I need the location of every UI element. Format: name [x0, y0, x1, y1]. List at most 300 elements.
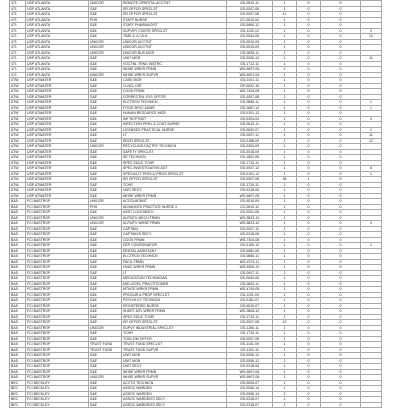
fund-type-cell: S&E: [89, 397, 122, 403]
position-title-cell: SE TECHNCN: [122, 155, 227, 161]
count-cell: 1: [273, 347, 297, 353]
count2-cell: 0: [297, 276, 321, 282]
fund-type-cell: S&E: [89, 23, 122, 29]
fund-type-cell: S&E: [89, 276, 122, 282]
count2-cell: 0: [297, 28, 321, 34]
count-cell: 1: [273, 72, 297, 78]
facility-name-cell: USP ATLANTA: [26, 39, 89, 45]
position-title-cell: ASSOC WARDEN: [122, 391, 227, 397]
count-cell: 1: [273, 34, 297, 40]
grade-cell: GS-1802-08: [227, 155, 273, 161]
count2-cell: 0: [297, 182, 321, 188]
count-cell: 1: [273, 100, 297, 106]
position-title-cell: AUTMTV MECH FRMN: [122, 215, 227, 221]
facility-name-cell: FCI BASTROP: [26, 237, 89, 243]
fund-type-cell: S&E: [89, 83, 122, 89]
count3-cell: 0: [321, 105, 361, 111]
position-title-cell: UNIT MGR: [122, 56, 227, 62]
fund-type-cell: S&E: [89, 56, 122, 62]
count3-cell: 0: [321, 34, 361, 40]
position-title-cell: WHSE WRKR SUPVR: [122, 72, 227, 78]
position-title-cell: CASE MGR: [122, 78, 227, 84]
count3-cell: 0: [321, 353, 361, 359]
fund-type-cell: S&E: [89, 287, 122, 293]
fund-type-cell: S&E: [89, 171, 122, 177]
count3-cell: 0: [321, 28, 361, 34]
fund-type-cell: S&E: [89, 155, 122, 161]
grade-cell: GS-0180-12: [227, 243, 273, 249]
count-cell: 1: [273, 380, 297, 386]
facility-code-cell: 471: [10, 23, 26, 29]
facility-name-cell: USP ATLANTA: [26, 23, 89, 29]
grade-cell: GS-1710-11: [227, 160, 273, 166]
count4-cell: 12: [361, 138, 382, 144]
grade-cell: GS-0006-12: [227, 353, 273, 359]
count3-cell: 0: [321, 237, 361, 243]
facility-name-cell: USP ATWATER: [26, 105, 89, 111]
count3-cell: 0: [321, 144, 361, 150]
count2-cell: 0: [297, 226, 321, 232]
fund-type-cell: S&E: [89, 254, 122, 260]
facility-code-cell: 471: [10, 39, 26, 45]
facility-name-cell: USP ATWATER: [26, 155, 89, 161]
count-cell: 1: [273, 133, 297, 139]
count2-cell: 0: [297, 265, 321, 271]
count3-cell: 0: [321, 336, 361, 342]
grade-cell: GS-0101-11: [227, 78, 273, 84]
count2-cell: 0: [297, 105, 321, 111]
count-cell: 1: [273, 254, 297, 260]
fund-type-cell: S&E: [89, 402, 122, 408]
position-title-cell: RECR SPECLST: [122, 138, 227, 144]
facility-code-cell: ATW: [10, 116, 26, 122]
facility-name-cell: FCI BASTROP: [26, 226, 89, 232]
facility-name-cell: FCI BASTROP: [26, 298, 89, 304]
facility-code-cell: ATW: [10, 193, 26, 199]
fund-type-cell: S&E: [89, 259, 122, 265]
count2-cell: 0: [297, 237, 321, 243]
count3-cell: 0: [321, 221, 361, 227]
count3-cell: 0: [321, 182, 361, 188]
facility-code-cell: BAS: [10, 298, 26, 304]
fund-type-cell: S&E: [89, 28, 122, 34]
count4-cell: 12: [361, 34, 382, 40]
fund-type-cell: TRUST FUND: [89, 342, 122, 348]
fund-type-cell: UNICOR: [89, 215, 122, 221]
count3-cell: 0: [321, 160, 361, 166]
facility-name-cell: USP ATWATER: [26, 94, 89, 100]
position-title-cell: STAFF PHARMACIST: [122, 23, 227, 29]
count3-cell: 0: [321, 314, 361, 320]
position-title-cell: AUTMTV WHSE FRMN: [122, 221, 227, 227]
vacancy-table: [9, 0, 382, 408]
facility-code-cell: BAS: [10, 314, 26, 320]
facility-code-cell: BAS: [10, 309, 26, 315]
facility-code-cell: BAS: [10, 353, 26, 359]
position-title-cell: ASSOC WARDEN: [122, 386, 227, 392]
facility-code-cell: BAS: [10, 270, 26, 276]
fund-type-cell: S&E: [89, 122, 122, 128]
position-title-cell: ASST LOCKSMITH: [122, 210, 227, 216]
count3-cell: 0: [321, 215, 361, 221]
fund-type-cell: UNICOR: [89, 221, 122, 227]
count3-cell: 0: [321, 17, 361, 23]
facility-code-cell: 471: [10, 12, 26, 18]
facility-code-cell: 471: [10, 67, 26, 73]
count-cell: 1: [273, 6, 297, 12]
facility-name-cell: FCI BASTROP: [26, 215, 89, 221]
facility-name-cell: FCI BASTROP: [26, 309, 89, 315]
grade-cell: WS-5306-10: [227, 265, 273, 271]
facility-code-cell: ATW: [10, 177, 26, 183]
fund-type-cell: S&E: [89, 292, 122, 298]
grade-cell: GS-0007-11: [227, 270, 273, 276]
facility-code-cell: BAS: [10, 226, 26, 232]
count2-cell: 0: [297, 391, 321, 397]
position-title-cell: CORRECTNL SYS OFFCR: [122, 94, 227, 100]
count2-cell: 0: [297, 56, 321, 62]
count-cell: 1: [273, 56, 297, 62]
facility-code-cell: ATW: [10, 89, 26, 95]
count3-cell: 0: [321, 61, 361, 67]
count-cell: 1: [273, 23, 297, 29]
facility-name-cell: USP ATWATER: [26, 122, 89, 128]
count4-cell: 11: [361, 133, 382, 139]
count3-cell: 0: [321, 265, 361, 271]
count2-cell: 0: [297, 188, 321, 194]
count2-cell: 0: [297, 155, 321, 161]
count2-cell: 0: [297, 171, 321, 177]
spreadsheet-page: [9, 0, 391, 407]
grade-cell: GS-0303-09: [227, 144, 273, 150]
grade-cell: WS-6907-06: [227, 375, 273, 381]
grade-cell: GS-0001-08: [227, 210, 273, 216]
position-title-cell: SPEC INVESTIGATIVE AGT: [122, 166, 227, 172]
count-cell: 1: [273, 1, 297, 7]
position-title-cell: SR OFFCR SPECLST: [122, 12, 227, 18]
count2-cell: 0: [297, 17, 321, 23]
count2-cell: 0: [297, 325, 321, 331]
facility-name-cell: FCI BASTROP: [26, 254, 89, 260]
grade-cell: GS-0660-12: [227, 23, 273, 29]
facility-name-cell: FCI BASTROP: [26, 375, 89, 381]
count4-cell: 1: [361, 171, 382, 177]
facility-code-cell: ATW: [10, 166, 26, 172]
facility-code-cell: ATW: [10, 94, 26, 100]
count3-cell: 0: [321, 138, 361, 144]
position-title-cell: TCHR: [122, 182, 227, 188]
facility-code-cell: BAS: [10, 210, 26, 216]
position-title-cell: UNIT MGR: [122, 353, 227, 359]
fund-type-cell: UNICOR: [89, 72, 122, 78]
count3-cell: 0: [321, 89, 361, 95]
grade-cell: CC-0610-11: [227, 204, 273, 210]
facility-code-cell: BAS: [10, 248, 26, 254]
facility-code-cell: BEC: [10, 386, 26, 392]
count3-cell: 0: [321, 199, 361, 205]
count2-cell: 0: [297, 138, 321, 144]
facility-name-cell: FCI BASTROP: [26, 369, 89, 375]
fund-type-cell: S&E: [89, 369, 122, 375]
grade-cell: WS-5823-10: [227, 221, 273, 227]
facility-code-cell: BEC: [10, 391, 26, 397]
count-cell: 1: [273, 259, 297, 265]
count-cell: 1: [273, 314, 297, 320]
count-cell: 1: [273, 149, 297, 155]
facility-code-cell: BAS: [10, 369, 26, 375]
count3-cell: 0: [321, 6, 361, 12]
count2-cell: 0: [297, 221, 321, 227]
count3-cell: 0: [321, 83, 361, 89]
count3-cell: 0: [321, 210, 361, 216]
fund-type-cell: S&E: [89, 67, 122, 73]
count-cell: 1: [273, 237, 297, 243]
facility-code-cell: BAS: [10, 325, 26, 331]
facility-name-cell: FCI BASTROP: [26, 358, 89, 364]
fund-type-cell: S&E: [89, 380, 122, 386]
count3-cell: 0: [321, 39, 361, 45]
grade-cell: GS-0007-08: [227, 336, 273, 342]
grade-cell: GS-0006-14: [227, 386, 273, 392]
grade-cell: GS-0318-07: [227, 402, 273, 408]
count3-cell: 0: [321, 12, 361, 18]
count2-cell: 0: [297, 100, 321, 106]
count-cell: 1: [273, 39, 297, 45]
count2-cell: 0: [297, 6, 321, 12]
position-title-cell: UNICOR ACCTNT: [122, 45, 227, 51]
grade-cell: GS-1667-12: [227, 105, 273, 111]
fund-type-cell: S&E: [89, 94, 122, 100]
grade-cell: GS-0856-11: [227, 100, 273, 106]
facility-name-cell: USP ATWATER: [26, 116, 89, 122]
count2-cell: 0: [297, 303, 321, 309]
grade-cell: GS-0318-06: [227, 364, 273, 370]
grade-cell: GS-0510-09: [227, 199, 273, 205]
facility-code-cell: 471: [10, 28, 26, 34]
facility-name-cell: FCI BASTROP: [26, 342, 89, 348]
count-cell: 1: [273, 17, 297, 23]
facility-name-cell: FCI BECKLEY: [26, 402, 89, 408]
grade-cell: WS-6907-06: [227, 72, 273, 78]
count-cell: 1: [273, 111, 297, 117]
count2-cell: 0: [297, 281, 321, 287]
grade-cell: GS-0007-08: [227, 94, 273, 100]
count3-cell: 0: [321, 149, 361, 155]
count3-cell: 0: [321, 94, 361, 100]
grade-cell: GS-0610-11: [227, 122, 273, 128]
facility-name-cell: FCI BASTROP: [26, 303, 89, 309]
position-title-cell: DENTAL ASSISTANT: [122, 248, 227, 254]
count-cell: 1: [273, 287, 297, 293]
count3-cell: 0: [321, 155, 361, 161]
facility-code-cell: 471: [10, 56, 26, 62]
count-cell: 1: [273, 155, 297, 161]
count2-cell: 0: [297, 369, 321, 375]
fund-type-cell: S&E: [89, 177, 122, 183]
position-title-cell: SPECIALTY PROCU PROG SPECLST: [122, 171, 227, 177]
count2-cell: 0: [297, 160, 321, 166]
fund-type-cell: S&E: [89, 243, 122, 249]
grade-cell: GS-0510-09: [227, 39, 273, 45]
position-title-cell: SPEC EDUC TCHR: [122, 160, 227, 166]
facility-code-cell: ATW: [10, 171, 26, 177]
facility-code-cell: 471: [10, 72, 26, 78]
facility-name-cell: USP ATWATER: [26, 133, 89, 139]
count-cell: 1: [273, 199, 297, 205]
facility-code-cell: ATW: [10, 111, 26, 117]
count2-cell: 0: [297, 144, 321, 150]
count4-cell: 1: [361, 100, 382, 106]
count2-cell: 0: [297, 358, 321, 364]
position-title-cell: SR OFFCR SPECLST: [122, 6, 227, 12]
facility-name-cell: FCI BASTROP: [26, 248, 89, 254]
count4-cell: 4: [361, 116, 382, 122]
position-title-cell: REGISTERED NURSE: [122, 303, 227, 309]
facility-code-cell: ATW: [10, 83, 26, 89]
count2-cell: 0: [297, 12, 321, 18]
position-title-cell: WHSE WRKR FRMN: [122, 67, 227, 73]
facility-name-cell: FCI BASTROP: [26, 199, 89, 205]
count2-cell: 0: [297, 309, 321, 315]
count3-cell: 0: [321, 386, 361, 392]
count3-cell: 0: [321, 342, 361, 348]
grade-cell: GS-1101-11: [227, 347, 273, 353]
count-cell: 1: [273, 122, 297, 128]
count2-cell: 0: [297, 320, 321, 326]
count2-cell: 0: [297, 331, 321, 337]
facility-code-cell: BEC: [10, 402, 26, 408]
count3-cell: 0: [321, 188, 361, 194]
facility-code-cell: BAS: [10, 303, 26, 309]
facility-name-cell: FCI BASTROP: [26, 221, 89, 227]
facility-code-cell: BEC: [10, 397, 26, 403]
fund-type-cell: S&E: [89, 6, 122, 12]
facility-code-cell: BAS: [10, 336, 26, 342]
facility-name-cell: FCI BASTROP: [26, 281, 89, 287]
count3-cell: 0: [321, 56, 361, 62]
count3-cell: 0: [321, 254, 361, 260]
count3-cell: 0: [321, 375, 361, 381]
facility-name-cell: FCI BASTROP: [26, 265, 89, 271]
fund-type-cell: UNICOR: [89, 39, 122, 45]
count3-cell: 0: [321, 298, 361, 304]
count2-cell: 0: [297, 83, 321, 89]
position-title-cell: RECYCLING FACTRY TECHNCN: [122, 144, 227, 150]
count2-cell: 0: [297, 78, 321, 84]
count3-cell: 0: [321, 292, 361, 298]
position-title-cell: COOK FRMN: [122, 89, 227, 95]
facility-code-cell: ATW: [10, 138, 26, 144]
position-title-cell: TOOL RM OFFCR: [122, 336, 227, 342]
count2-cell: 0: [297, 375, 321, 381]
facility-name-cell: USP ATWATER: [26, 89, 89, 95]
facility-code-cell: BAS: [10, 320, 26, 326]
count4-cell: 6: [361, 166, 382, 172]
count2-cell: 0: [297, 149, 321, 155]
facility-name-cell: FCI BASTROP: [26, 243, 89, 249]
facility-name-cell: USP ATWATER: [26, 111, 89, 117]
fund-type-cell: S&E: [89, 364, 122, 370]
fund-type-cell: S&E: [89, 210, 122, 216]
facility-code-cell: BAS: [10, 364, 26, 370]
facility-name-cell: USP ATWATER: [26, 127, 89, 133]
count2-cell: 0: [297, 248, 321, 254]
fund-type-cell: S&E: [89, 111, 122, 117]
count2-cell: 0: [297, 39, 321, 45]
grade-cell: GS-0188-09: [227, 138, 273, 144]
fund-type-cell: S&E: [89, 34, 122, 40]
count3-cell: 0: [321, 127, 361, 133]
count-cell: 1: [273, 364, 297, 370]
fund-type-cell: S&E: [89, 353, 122, 359]
position-title-cell: TCHR: [122, 331, 227, 337]
count3-cell: 0: [321, 270, 361, 276]
count2-cell: 0: [297, 232, 321, 238]
facility-code-cell: BAS: [10, 199, 26, 205]
count-cell: 1: [273, 83, 297, 89]
count-cell: 1: [273, 94, 297, 100]
count2-cell: 0: [297, 270, 321, 276]
facility-name-cell: USP ATLANTA: [26, 45, 89, 51]
fund-type-cell: UNICOR: [89, 45, 122, 51]
grade-cell: GS-0318-06: [227, 232, 273, 238]
count2-cell: 0: [297, 1, 321, 7]
count2-cell: 0: [297, 45, 321, 51]
grade-cell: GS-0007-08: [227, 12, 273, 18]
count2-cell: 0: [297, 89, 321, 95]
fund-type-cell: S&E: [89, 226, 122, 232]
count-cell: 1: [273, 397, 297, 403]
count2-cell: 0: [297, 380, 321, 386]
facility-code-cell: BAS: [10, 347, 26, 353]
position-title-cell: MTNCE WRKR FRMN: [122, 287, 227, 293]
facility-code-cell: BAS: [10, 237, 26, 243]
facility-name-cell: FCI BASTROP: [26, 325, 89, 331]
facility-code-cell: 471: [10, 17, 26, 23]
grade-cell: WS-7404-08: [227, 237, 273, 243]
count2-cell: 0: [297, 94, 321, 100]
grade-cell: GS-0006-12: [227, 358, 273, 364]
count-cell: 12: [273, 320, 297, 326]
count-cell: 1: [273, 166, 297, 172]
count3-cell: 0: [321, 171, 361, 177]
fund-type-cell: UNICOR: [89, 199, 122, 205]
facility-code-cell: ATW: [10, 100, 26, 106]
count3-cell: 0: [321, 50, 361, 56]
fund-type-cell: S&E: [89, 298, 122, 304]
count-cell: 1: [273, 182, 297, 188]
position-title-cell: STAFF NURSE: [122, 17, 227, 23]
facility-name-cell: USP ATWATER: [26, 177, 89, 183]
position-title-cell: WHSE WRKR FRMN: [122, 193, 227, 199]
count-cell: 1: [273, 215, 297, 221]
facility-name-cell: USP ATLANTA: [26, 72, 89, 78]
count2-cell: 0: [297, 193, 321, 199]
facility-code-cell: BAS: [10, 281, 26, 287]
count-cell: 1: [273, 243, 297, 249]
fund-type-cell: S&E: [89, 320, 122, 326]
grade-cell: GS-1712-11: [227, 61, 273, 67]
position-title-cell: SAFETY SPECLST: [122, 149, 227, 155]
position-title-cell: UNIT MGR: [122, 358, 227, 364]
count-cell: 1: [273, 221, 297, 227]
grade-cell: GS-1150-11: [227, 325, 273, 331]
table-body: [10, 1, 382, 408]
fund-type-cell: TRUST FUND: [89, 347, 122, 353]
count-cell: 1: [273, 144, 297, 150]
count-cell: 1: [273, 89, 297, 95]
count4-cell: [361, 402, 382, 408]
